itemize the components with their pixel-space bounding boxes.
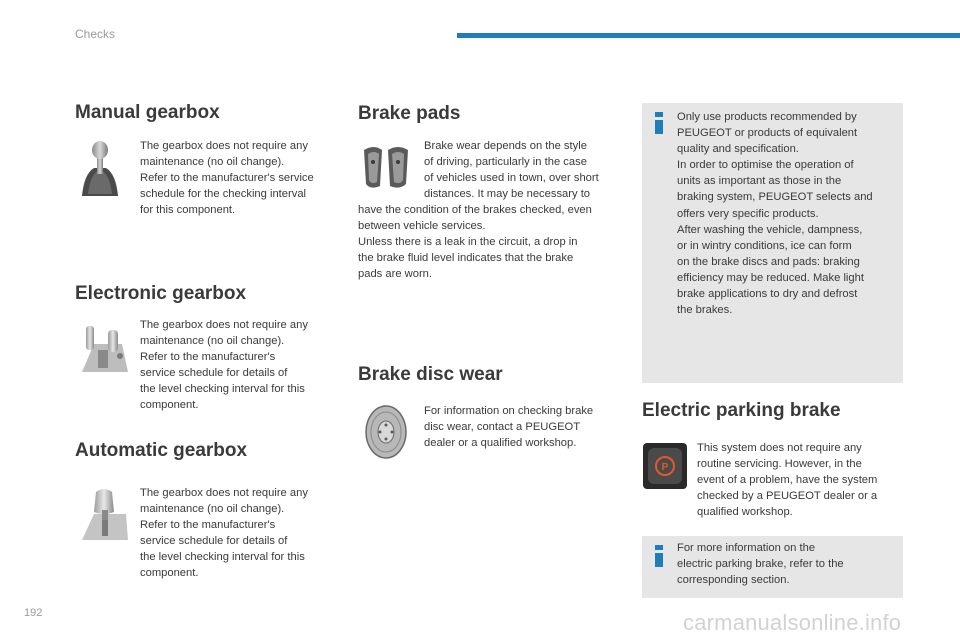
parking-brake-switch-icon [642, 442, 688, 490]
text-line: For information on checking brake [424, 405, 594, 417]
text-line: the level checking interval for this [140, 551, 305, 564]
text-line: qualified workshop. [697, 506, 793, 519]
text-line: offers very specific products. [677, 207, 819, 220]
text-line: brake applications to dry and defrost [677, 288, 858, 301]
text-line: The gearbox does not require any [140, 487, 308, 499]
automatic-gearbox-text [140, 485, 308, 582]
manual-gearstick-icon [76, 140, 124, 198]
text-line: The gearbox does not require any [140, 319, 308, 331]
text-line: This system does not require any [697, 442, 862, 454]
info-box-parking-text [677, 540, 844, 588]
brake-disc-wear-title: Brake disc wear [358, 364, 503, 385]
info-box-parking [642, 536, 903, 598]
text-line: quality and specification. [677, 143, 799, 156]
info-box-products-text [677, 109, 873, 318]
manual-gearbox-text [140, 138, 314, 218]
text-line: have the condition of the brakes checked, even [358, 204, 592, 216]
watermark: carmanualsonline.info [683, 610, 902, 635]
text-line: Refer to the manufacturer's [140, 519, 276, 532]
text-line: maintenance (no oil change). [140, 503, 285, 516]
text-line: Refer to the manufacturer's [140, 351, 276, 364]
manual-gearbox-title: Manual gearbox [75, 102, 220, 123]
text-line: disc wear, contact a PEUGEOT [424, 421, 581, 434]
text-line: Refer to the manufacturer's service [140, 172, 314, 185]
text-line: checked by a PEUGEOT dealer or a [697, 490, 878, 503]
text-line: The gearbox does not require any [140, 140, 308, 152]
text-line: maintenance (no oil change). [140, 156, 285, 169]
text-line: Unless there is a leak in the circuit, a drop in [358, 236, 578, 249]
text-line: service schedule for details of [140, 367, 288, 380]
text-line: corresponding section. [677, 574, 790, 587]
text-line: distances. It may be necessary to [424, 188, 591, 201]
text-line: service schedule for details of [140, 535, 288, 548]
text-line: routine servicing. However, in the [697, 458, 862, 471]
brake-pads-icon [360, 142, 412, 192]
text-line: the brake fluid level indicates that the brake [358, 252, 574, 265]
text-line: or in wintry conditions, ice can form [677, 239, 852, 252]
brake-pads-text-bottom [358, 202, 592, 282]
text-line: efficiency may be reduced. Make light [677, 271, 864, 284]
text-line: event of a problem, have the system [697, 474, 878, 487]
text-line: between vehicle services. [358, 220, 486, 233]
brake-disc-wear-text [424, 403, 593, 451]
brake-pads-title: Brake pads [358, 103, 461, 124]
text-line: After washing the vehicle, dampness, [677, 223, 863, 236]
text-line: of vehicles used in town, over short [424, 172, 599, 185]
electric-parking-brake-title: Electric parking brake [642, 400, 841, 421]
text-line: electric parking brake, refer to the [677, 558, 844, 571]
header-accent-bar [457, 33, 960, 38]
text-line: of driving, particularly in the case [424, 156, 587, 169]
text-line: PEUGEOT or products of equivalent [677, 127, 858, 140]
text-line: the level checking interval for this [140, 383, 305, 396]
electronic-gearbox-text [140, 317, 308, 414]
text-line: maintenance (no oil change). [140, 335, 285, 348]
page-number: 192 [24, 607, 43, 619]
text-line: on the brake discs and pads: braking [677, 255, 860, 268]
electronic-gearbox-selector-icon [78, 322, 130, 376]
text-line: the brakes. [677, 304, 733, 317]
text-line: dealer or a qualified workshop. [424, 437, 577, 450]
electronic-gearbox-title: Electronic gearbox [75, 283, 247, 304]
text-line: units as important as those in the [677, 175, 842, 188]
text-line: pads are worn. [358, 268, 433, 281]
section-title: Checks [75, 27, 116, 41]
text-line: For more information on the [677, 542, 816, 554]
brake-disc-icon [362, 404, 410, 460]
automatic-gearbox-title: Automatic gearbox [75, 440, 248, 461]
text-line: component. [140, 399, 199, 412]
text-line: In order to optimise the operation of [677, 159, 854, 172]
brake-pads-text-top [424, 138, 599, 202]
electric-parking-brake-text [697, 440, 877, 520]
text-line: schedule for the checking interval [140, 188, 307, 201]
text-line: Only use products recommended by [677, 111, 857, 123]
svg-text:P: P [661, 462, 669, 473]
text-line: Brake wear depends on the style [424, 140, 587, 152]
text-line: component. [140, 567, 199, 580]
automatic-gear-selector-icon [80, 486, 130, 542]
info-box-products [642, 103, 903, 383]
text-line: for this component. [140, 204, 236, 217]
text-line: braking system, PEUGEOT selects and [677, 191, 873, 204]
